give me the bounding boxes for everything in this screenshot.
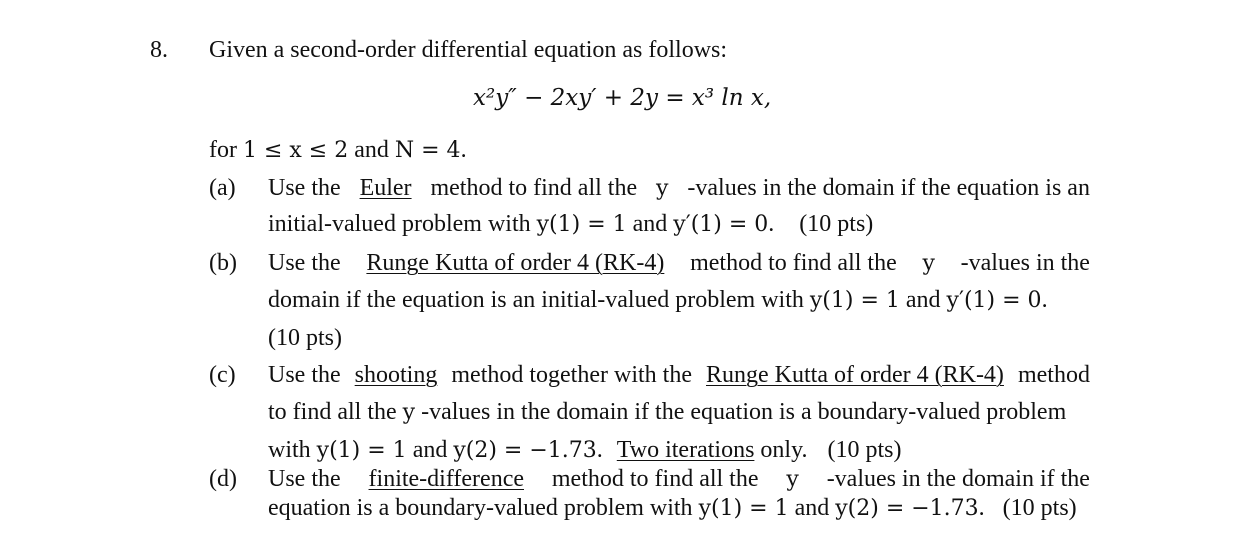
part-c-l2-t1: to find all the <box>268 399 403 425</box>
part-a-cond2: y′(1) = 0 <box>673 212 769 237</box>
part-a-l2-t1: initial-valued problem with <box>268 211 537 237</box>
part-a-points: (10 pts) <box>799 211 874 237</box>
part-a-tail: -values in the domain if the equation is an <box>687 175 1090 201</box>
part-c-cond1: y(1) = 1 <box>316 438 407 463</box>
part-c-label: (c) <box>209 362 236 388</box>
domain-period: . <box>460 137 467 163</box>
part-c-points: (10 pts) <box>827 437 902 463</box>
domain-prefix: for <box>209 137 243 163</box>
domain-and: and <box>348 137 395 163</box>
part-d-y: y <box>786 467 799 492</box>
part-c-and: and <box>406 437 454 463</box>
part-c-method-rk4: Runge Kutta of order 4 (RK-4) <box>706 362 1004 388</box>
part-a-method: Euler <box>359 175 412 201</box>
part-c-end: . <box>596 437 603 463</box>
part-b-cond1: y(1) = 1 <box>809 288 900 313</box>
part-a-y: y <box>656 176 669 201</box>
part-b-w1: Use the <box>268 250 341 276</box>
part-c-line3 <box>268 438 902 462</box>
part-c-l2-t2: -values in the domain if the equation is a boundary-valued problem <box>415 399 1067 425</box>
main-equation: x²y″ − 2xy′ + 2y = x³ ln x, <box>473 85 772 111</box>
part-c-line2 <box>268 400 1066 424</box>
part-b-and: and <box>899 287 947 313</box>
part-c-cond2: y(2) = −1.73 <box>453 438 597 463</box>
part-d-cond1: y(1) = 1 <box>698 496 789 521</box>
part-d-label: (d) <box>209 466 237 492</box>
part-c-tail: method <box>1017 362 1090 388</box>
part-c-method-shooting: shooting <box>354 362 438 388</box>
part-d-method: finite-difference <box>368 466 524 492</box>
part-d-end: . <box>978 495 985 521</box>
part-a-and: and <box>626 211 674 237</box>
part-a-label: (a) <box>209 175 236 201</box>
part-a-cond1: y(1) = 1 <box>536 212 627 237</box>
part-d-rest: method to find all the <box>551 466 759 492</box>
part-a-rest: method to find all the <box>430 175 638 201</box>
part-b-y: y <box>922 251 935 276</box>
part-c-line1 <box>268 363 1090 387</box>
part-d-points: (10 pts) <box>1002 495 1077 521</box>
part-b-rest: method to find all the <box>690 250 897 276</box>
part-d-and: and <box>788 495 836 521</box>
part-b-end: . <box>1041 287 1048 313</box>
domain-line <box>209 138 467 162</box>
part-c-iterations: Two iterations <box>616 437 755 463</box>
part-b-line1 <box>268 251 1090 275</box>
part-d-l2-t1: equation is a boundary-valued problem with <box>268 495 699 521</box>
part-d-tail: -values in the domain if the <box>826 466 1090 492</box>
part-c-only: only. <box>754 437 808 463</box>
part-b-cond2: y′(1) = 0 <box>946 288 1042 313</box>
part-d-line1 <box>268 467 1090 491</box>
part-b-points: (10 pts) <box>268 325 342 351</box>
part-b-method: Runge Kutta of order 4 (RK-4) <box>366 250 665 276</box>
part-a-end: . <box>768 211 775 237</box>
part-a-line1 <box>268 176 1090 200</box>
part-b-l2-t1: domain if the equation is an initial-valued problem with <box>268 287 810 313</box>
part-d-cond2: y(2) = −1.73 <box>835 496 979 521</box>
part-c-w1: Use the <box>268 362 341 388</box>
part-d-w1: Use the <box>268 466 341 492</box>
part-c-y: y <box>402 400 416 425</box>
part-b-tail: -values in the <box>960 250 1090 276</box>
problem-number: 8. <box>150 37 168 63</box>
part-c-l3-t1: with <box>268 437 317 463</box>
part-c-mid: method together with the <box>451 362 692 388</box>
part-a-w1: Use the <box>268 175 341 201</box>
part-a-line2 <box>268 212 873 236</box>
domain-n: N = 4 <box>394 138 461 163</box>
domain-math: 1 ≤ x ≤ 2 <box>242 138 349 163</box>
problem-intro: Given a second-order differential equation as follows: <box>209 37 728 63</box>
part-b-line2 <box>268 288 1048 312</box>
part-b-label: (b) <box>209 250 237 276</box>
part-d-line2 <box>268 496 1077 520</box>
